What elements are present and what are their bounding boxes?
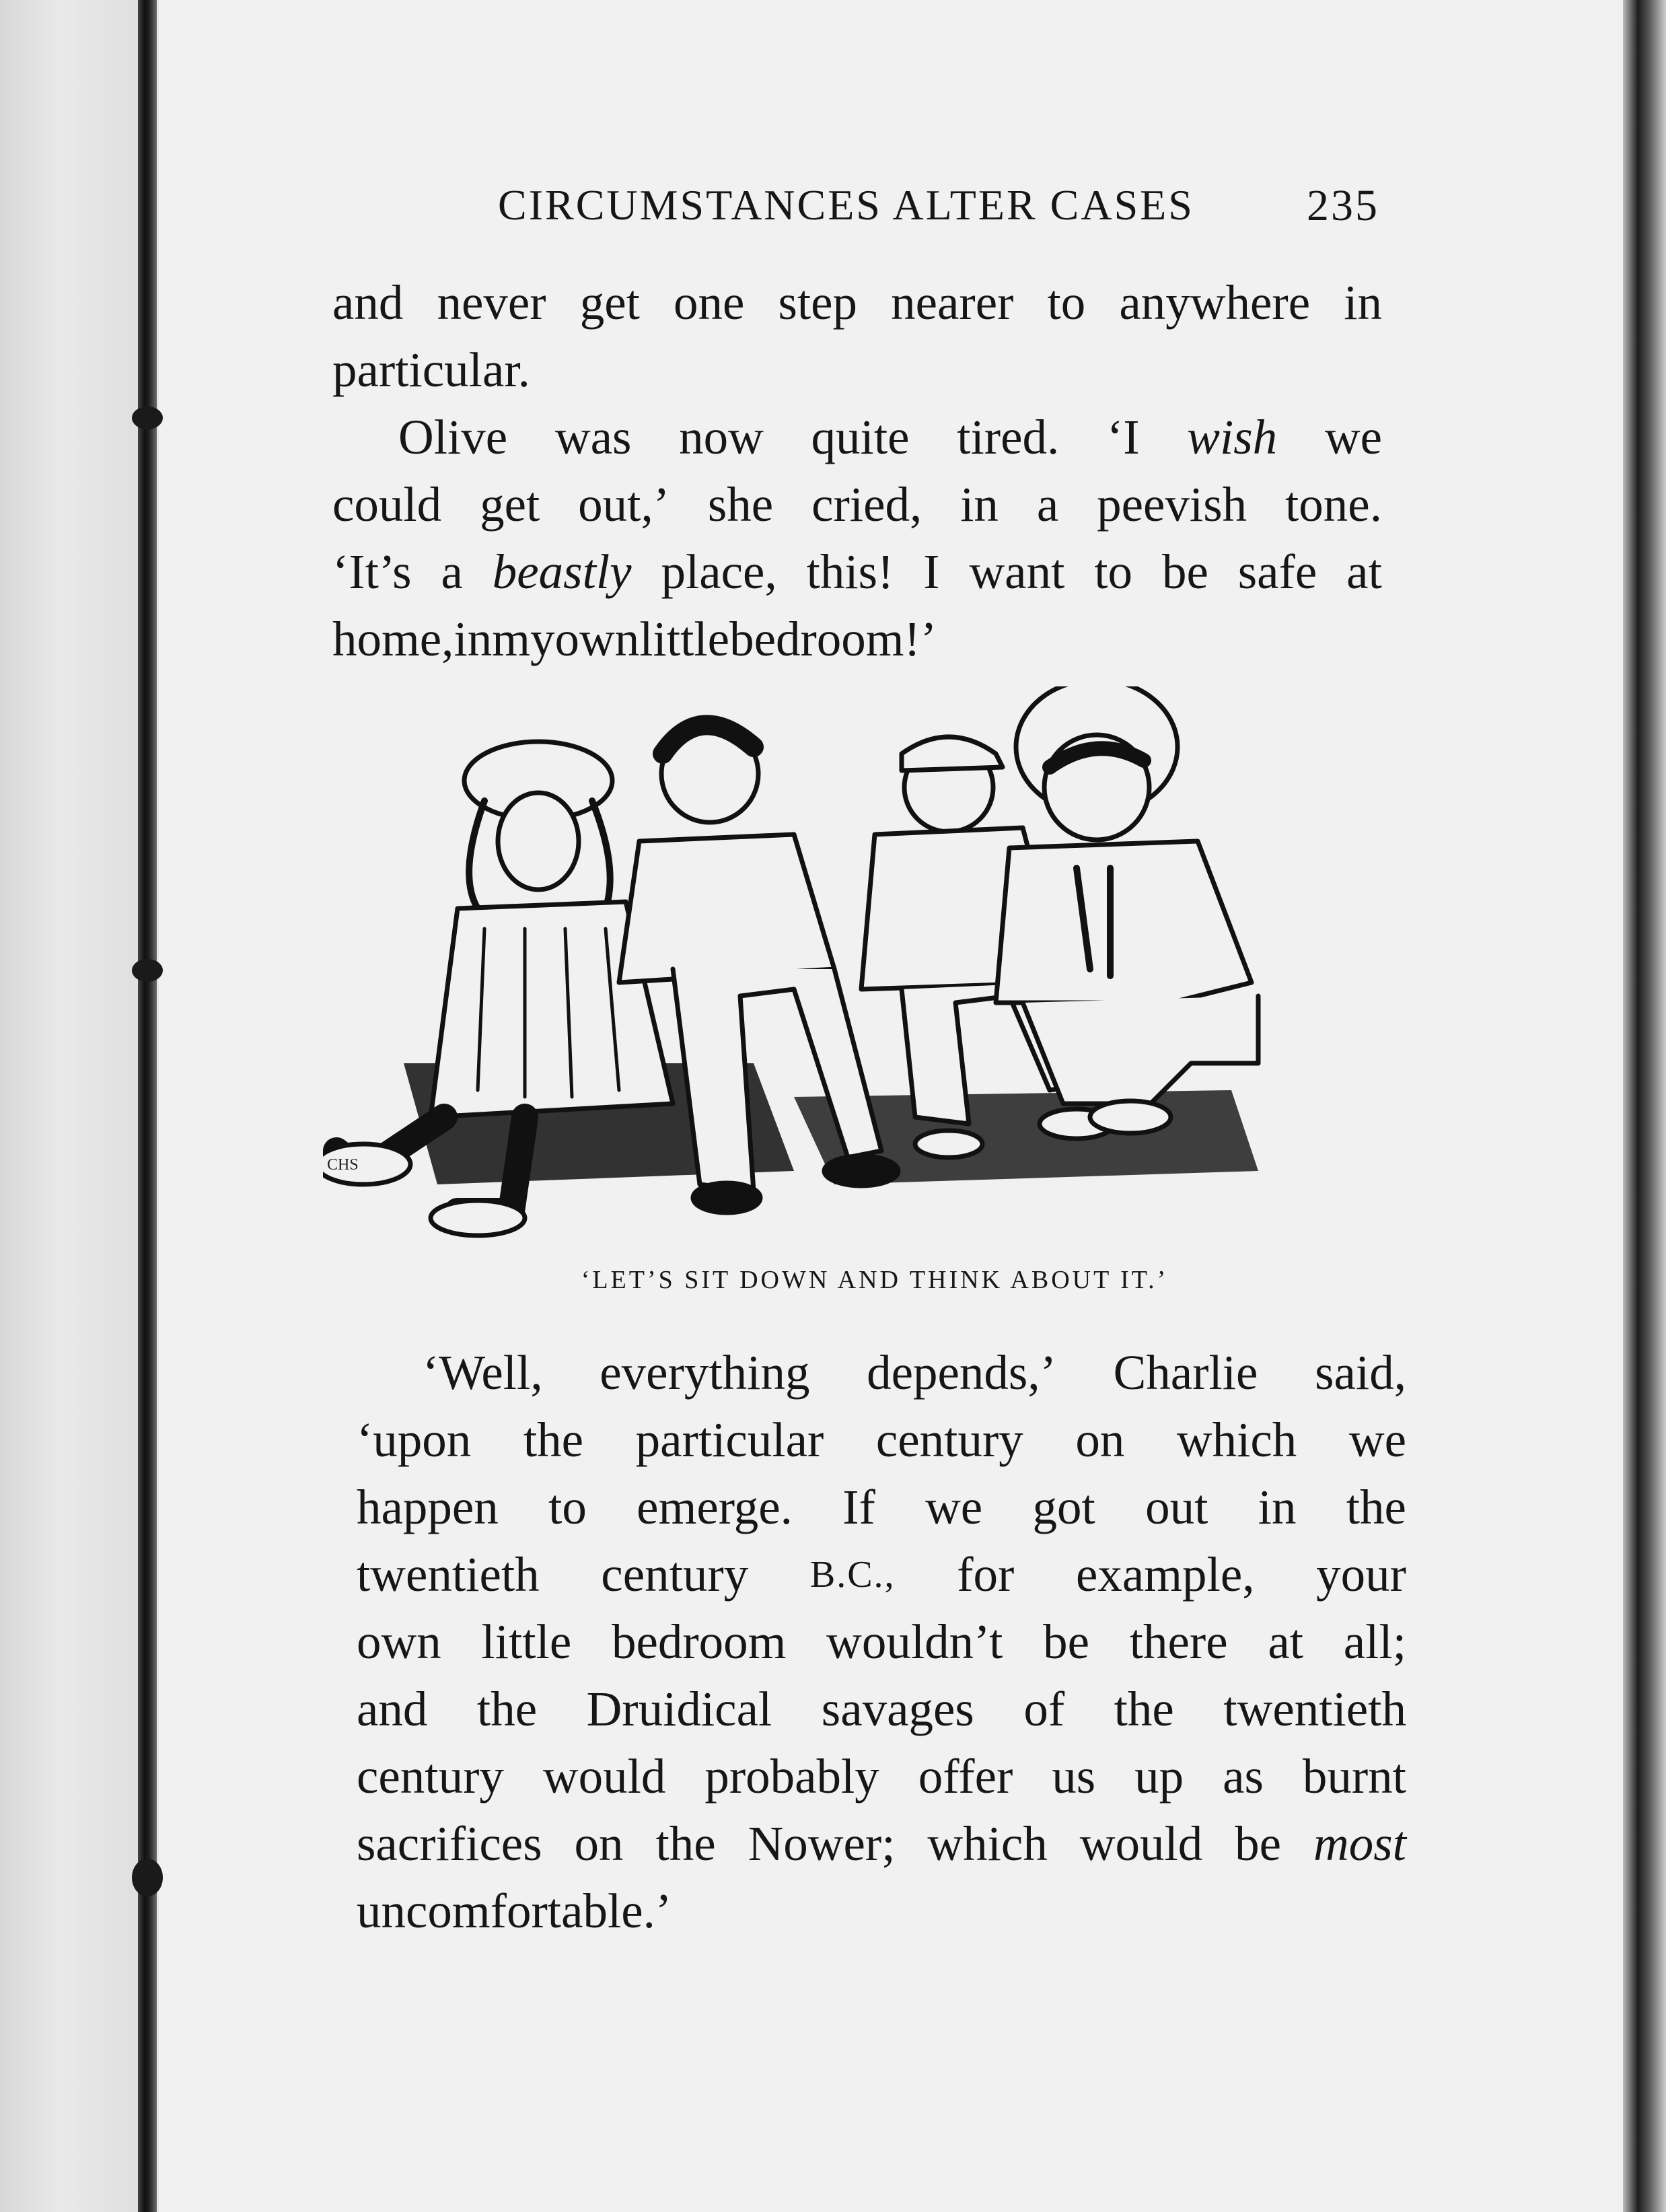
word: little <box>481 1614 572 1669</box>
word: up <box>1134 1749 1184 1804</box>
word: quite <box>811 410 910 464</box>
word: get <box>579 275 640 330</box>
word: place, <box>661 544 777 599</box>
word: century <box>601 1547 749 1602</box>
facing-page-edge <box>0 0 149 2212</box>
word: would <box>542 1749 666 1804</box>
word: anywhere <box>1119 275 1311 330</box>
word: particular. <box>332 343 530 397</box>
word: us <box>1052 1749 1096 1804</box>
word: there <box>1129 1614 1228 1669</box>
word: got <box>1032 1480 1095 1534</box>
word: of <box>1023 1682 1065 1736</box>
word: she <box>707 477 774 532</box>
word: step <box>778 275 858 330</box>
word: we <box>925 1480 983 1534</box>
word: home, <box>332 612 454 666</box>
text-line <box>357 1878 1406 1945</box>
word: tone. <box>1285 477 1382 532</box>
word: safe <box>1237 544 1317 599</box>
page-right-edge <box>1623 0 1666 2212</box>
word: which <box>1176 1413 1297 1467</box>
word: out,’ <box>578 477 669 532</box>
word: a <box>441 544 463 599</box>
text-line <box>332 336 1382 404</box>
word: most <box>1313 1816 1406 1871</box>
page-number: 235 <box>1307 181 1379 230</box>
word: example, <box>1075 1547 1255 1602</box>
word: burnt <box>1302 1749 1406 1804</box>
word: to <box>1094 544 1133 599</box>
word: in <box>1258 1480 1297 1534</box>
word: in <box>454 612 493 666</box>
word: probably <box>704 1749 879 1804</box>
word: your <box>1316 1547 1406 1602</box>
word: all; <box>1343 1614 1406 1669</box>
word: If <box>842 1480 875 1534</box>
text-line <box>357 1339 1406 1406</box>
word: one <box>673 275 745 330</box>
word: sacrifices <box>357 1816 542 1871</box>
word: cried, <box>811 477 922 532</box>
word: for <box>957 1547 1015 1602</box>
word: the <box>476 1682 538 1736</box>
word: a <box>1036 477 1059 532</box>
word: ‘upon <box>357 1413 472 1467</box>
text-line <box>357 1608 1406 1676</box>
word: be <box>1235 1816 1282 1871</box>
word: particular <box>635 1413 824 1467</box>
word: want <box>969 544 1065 599</box>
text-line <box>357 1541 1406 1608</box>
word: wish <box>1187 410 1278 464</box>
word: I <box>923 544 940 599</box>
word: twentieth <box>357 1547 540 1602</box>
word: and <box>332 275 404 330</box>
word: which <box>927 1816 1048 1871</box>
text-line <box>332 471 1382 538</box>
word: peevish <box>1097 477 1247 532</box>
illustration-caption: ‘LET’S SIT DOWN AND THINK ABOUT IT.’ <box>581 1266 1169 1294</box>
word: to <box>548 1480 587 1534</box>
word: now <box>679 410 764 464</box>
word: Charlie <box>1113 1345 1258 1400</box>
word: uncomfortable.’ <box>357 1884 672 1938</box>
word: and <box>357 1682 428 1736</box>
word: century <box>357 1749 504 1804</box>
word: little <box>639 612 730 666</box>
word: we <box>1324 410 1382 464</box>
word: ‘It’s <box>332 544 412 599</box>
binding-thread-knot <box>132 406 163 429</box>
word: my <box>492 612 555 666</box>
word: would <box>1079 1816 1203 1871</box>
word: in <box>960 477 999 532</box>
text-line <box>332 404 1382 471</box>
text-line <box>332 606 1382 673</box>
word: bedroom <box>611 1614 787 1669</box>
word: the <box>1346 1480 1406 1534</box>
word: at <box>1268 1614 1304 1669</box>
word: on <box>1075 1413 1125 1467</box>
text-line <box>357 1406 1406 1474</box>
lower-paragraphs <box>357 1339 1406 1945</box>
word: ‘I <box>1106 410 1140 464</box>
word: was <box>554 410 632 464</box>
word: be <box>1043 1614 1090 1669</box>
word: B.C., <box>809 1554 896 1596</box>
word: depends,’ <box>867 1345 1056 1400</box>
word: out <box>1145 1480 1208 1534</box>
word: own <box>357 1614 441 1669</box>
word: the <box>655 1816 716 1871</box>
word: said, <box>1315 1345 1406 1400</box>
word: get <box>480 477 540 532</box>
word: emerge. <box>637 1480 793 1534</box>
word: in <box>1344 275 1382 330</box>
text-line <box>357 1743 1406 1810</box>
binding-thread-knot <box>132 959 163 982</box>
word: to <box>1047 275 1086 330</box>
word: this! <box>806 544 894 599</box>
word: be <box>1161 544 1208 599</box>
word: century <box>875 1413 1023 1467</box>
word: we <box>1348 1413 1406 1467</box>
text-line <box>357 1676 1406 1743</box>
artist-signature: CHS <box>327 1156 359 1174</box>
word: nearer <box>891 275 1014 330</box>
word: Olive <box>398 410 508 464</box>
word: the <box>1114 1682 1174 1736</box>
running-head <box>343 180 1379 241</box>
word: savages <box>821 1682 974 1736</box>
text-line <box>357 1474 1406 1541</box>
word: bedroom!’ <box>729 612 937 666</box>
upper-paragraphs <box>332 269 1382 673</box>
word: on <box>574 1816 624 1871</box>
word: never <box>437 275 546 330</box>
word: as <box>1223 1749 1264 1804</box>
word: could <box>332 477 442 532</box>
word: offer <box>918 1749 1013 1804</box>
word: Nower; <box>748 1816 896 1871</box>
word: happen <box>357 1480 499 1534</box>
word: ‘Well, <box>423 1345 543 1400</box>
word: Druidical <box>586 1682 772 1736</box>
running-title: CIRCUMSTANCES ALTER CASES <box>498 181 1194 229</box>
word: wouldn’t <box>826 1614 1003 1669</box>
word: at <box>1346 544 1382 599</box>
word: beastly <box>492 544 632 599</box>
illustration-four-children <box>323 686 1413 1258</box>
word: twentieth <box>1223 1682 1406 1736</box>
word: everything <box>600 1345 810 1400</box>
text-line <box>332 538 1382 606</box>
word: own <box>554 612 640 666</box>
word: the <box>523 1413 584 1467</box>
text-line <box>357 1810 1406 1878</box>
word: tired. <box>957 410 1060 464</box>
binding-thread-knot <box>132 1859 163 1896</box>
text-line <box>332 269 1382 336</box>
